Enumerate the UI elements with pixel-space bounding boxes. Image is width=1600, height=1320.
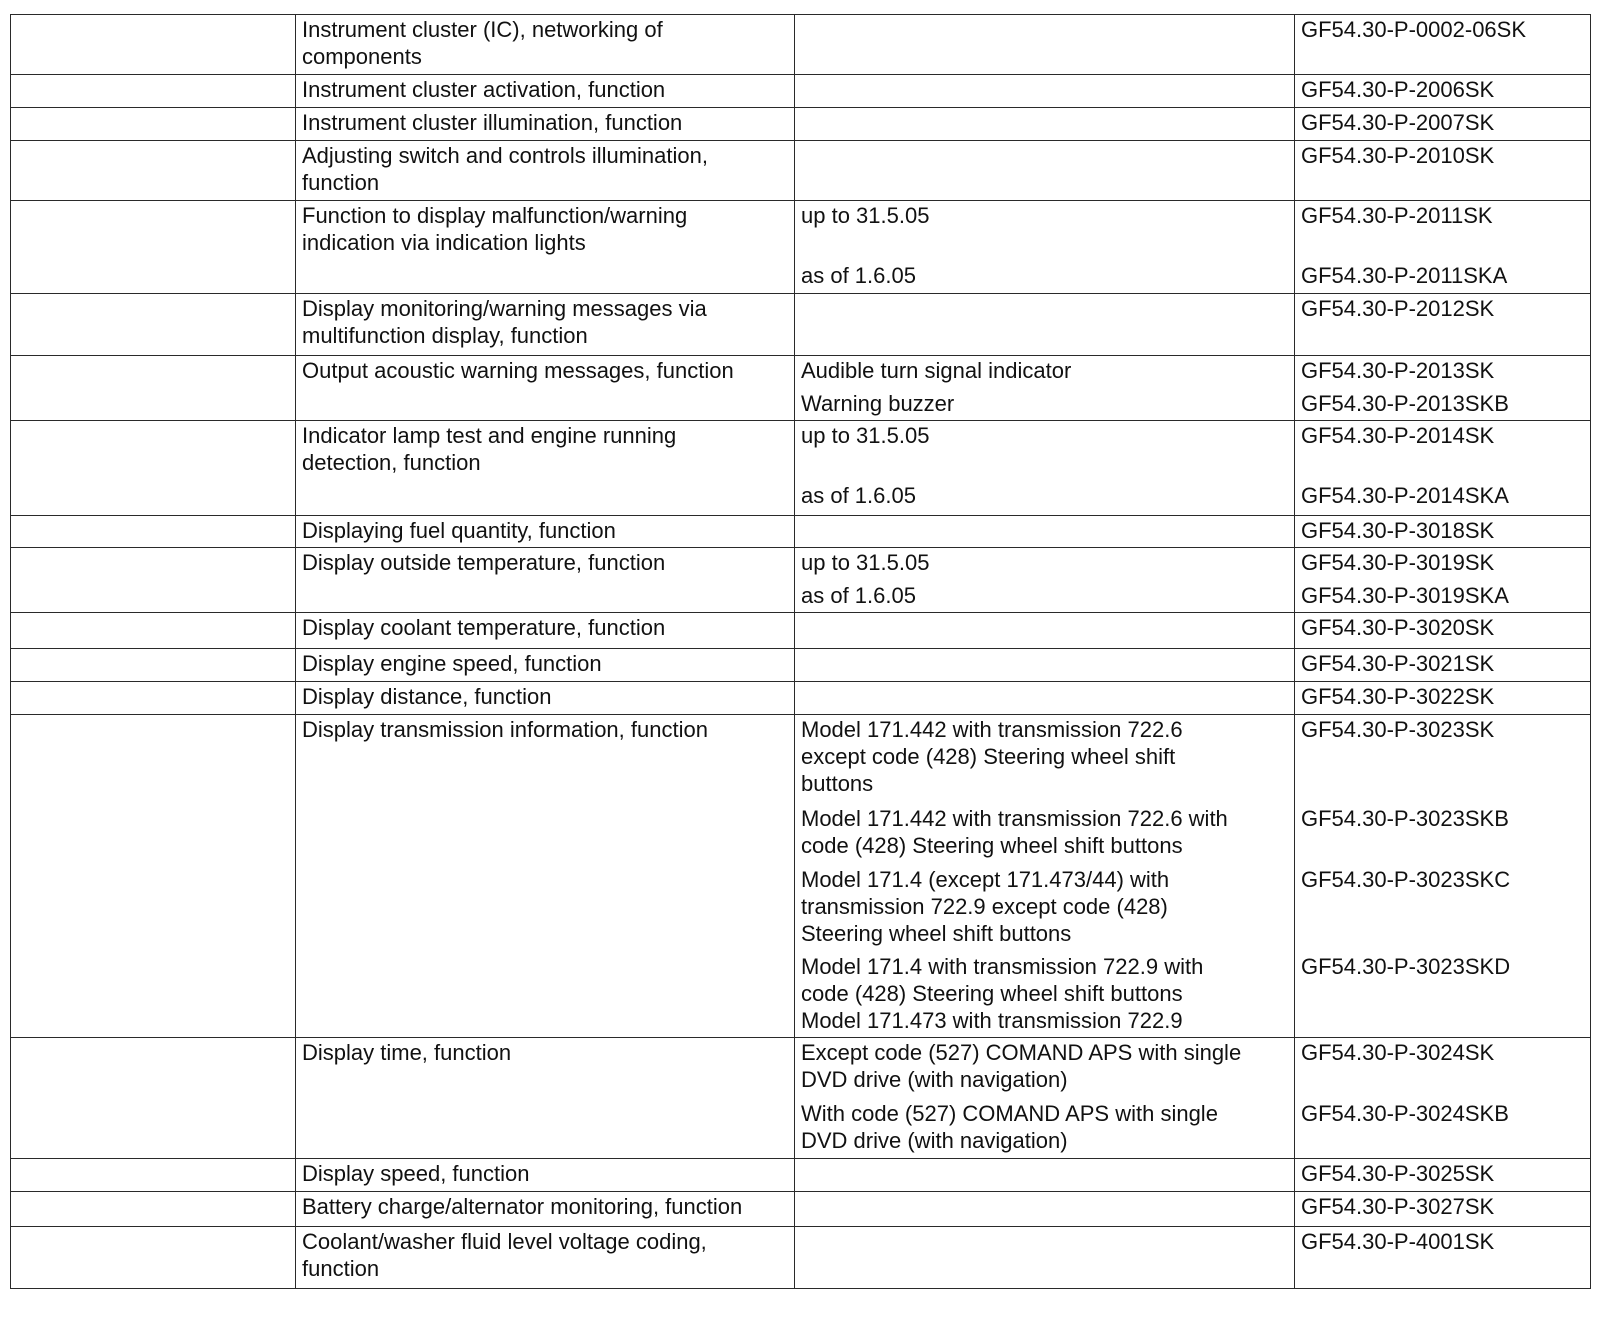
function-title-cell [296, 421, 795, 516]
function-title: Display speed, function [302, 1161, 530, 1186]
table-row [11, 141, 1591, 201]
document-number-cell [1295, 613, 1591, 649]
function-title-cell [296, 294, 795, 356]
condition-cell [795, 548, 1295, 613]
blank-cell [11, 356, 296, 421]
function-title-cell [296, 1192, 795, 1227]
condition-cell [795, 516, 1295, 548]
blank-cell [11, 715, 296, 1038]
blank-cell [11, 75, 296, 108]
table-row [11, 682, 1591, 715]
document-number-cell [1295, 108, 1591, 141]
function-title: Display time, function [302, 1040, 512, 1065]
condition-text [795, 75, 1294, 106]
document-number[interactable]: GF54.30-P-3020SK [1301, 615, 1495, 640]
condition-cell [795, 1159, 1295, 1192]
document-number-cell [1295, 715, 1591, 1038]
table-row [11, 516, 1591, 548]
function-title-cell [296, 15, 795, 75]
document-number[interactable]: GF54.30-P-2011SK [1301, 203, 1493, 228]
function-title: Display outside temperature, function [302, 550, 666, 575]
function-title-cell [296, 1038, 795, 1159]
document-number[interactable]: GF54.30-P-3022SK [1301, 684, 1495, 709]
function-title: Coolant/washer fluid level voltage coding, function [302, 1229, 707, 1281]
condition-cell [795, 356, 1295, 421]
function-title-cell [296, 1227, 795, 1289]
function-title: Instrument cluster activation, function [302, 77, 666, 102]
document-number-cell [1295, 294, 1591, 356]
condition-text: Model 171.442 with transmission 722.6 except code (428) Steering wheel shift buttons [801, 717, 1183, 796]
document-number[interactable]: GF54.30-P-3023SKB [1301, 806, 1509, 831]
function-title-cell [296, 141, 795, 201]
document-number-cell [1295, 682, 1591, 715]
blank-cell [11, 1159, 296, 1192]
blank-cell [11, 1227, 296, 1289]
condition-cell [795, 715, 1295, 1038]
condition-text [795, 108, 1294, 139]
table-row [11, 1192, 1591, 1227]
function-title: Display coolant temperature, function [302, 615, 666, 640]
function-title: Display distance, function [302, 684, 552, 709]
function-title: Display engine speed, function [302, 651, 602, 676]
document-number[interactable]: GF54.30-P-3024SK [1301, 1040, 1495, 1065]
table-row [11, 1038, 1591, 1159]
condition-text: as of 1.6.05 [801, 483, 916, 508]
condition-text: With code (527) COMAND APS with single DVD drive (with navigation) [801, 1101, 1218, 1153]
table-row [11, 294, 1591, 356]
condition-cell [795, 682, 1295, 715]
table-row [11, 201, 1591, 294]
function-title: Instrument cluster (IC), networking of components [302, 17, 663, 69]
condition-text: as of 1.6.05 [801, 263, 916, 288]
document-number[interactable]: GF54.30-P-3025SK [1301, 1161, 1495, 1186]
function-title-cell [296, 649, 795, 682]
blank-cell [11, 421, 296, 516]
function-title-cell [296, 201, 795, 294]
table-row [11, 649, 1591, 682]
document-number[interactable]: GF54.30-P-3023SK [1301, 717, 1495, 742]
condition-text [795, 682, 1294, 713]
condition-text: Model 171.442 with transmission 722.6 with code (428) Steering wheel shift buttons [801, 806, 1228, 858]
blank-cell [11, 613, 296, 649]
function-title: Output acoustic warning messages, function [302, 358, 734, 383]
condition-text: Model 171.4 with transmission 722.9 with code (428) Steering wheel shift buttons Model 171.473 with transmission 722.9 [801, 954, 1204, 1033]
function-title-cell [296, 682, 795, 715]
condition-cell [795, 421, 1295, 516]
blank-cell [11, 294, 296, 356]
table-row [11, 1159, 1591, 1192]
condition-text: up to 31.5.05 [801, 423, 930, 448]
condition-text [795, 1192, 1294, 1223]
document-number[interactable]: GF54.30-P-3021SK [1301, 651, 1495, 676]
blank-cell [11, 1038, 296, 1159]
function-title-cell [296, 108, 795, 141]
document-number-cell [1295, 1159, 1591, 1192]
blank-cell [11, 15, 296, 75]
function-title-cell [296, 548, 795, 613]
function-title: Instrument cluster illumination, function [302, 110, 683, 135]
condition-text: up to 31.5.05 [801, 550, 930, 575]
table-row [11, 356, 1591, 421]
function-title: Indicator lamp test and engine running detection, function [302, 423, 677, 475]
blank-cell [11, 682, 296, 715]
condition-cell [795, 613, 1295, 649]
document-number-cell [1295, 1038, 1591, 1159]
condition-text: up to 31.5.05 [801, 203, 930, 228]
condition-text: Audible turn signal indicator [801, 358, 1072, 383]
function-title: Displaying fuel quantity, function [302, 518, 616, 543]
document-number[interactable]: GF54.30-P-2011SKA [1301, 263, 1508, 288]
document-number[interactable]: GF54.30-P-4001SK [1301, 1229, 1495, 1254]
condition-cell [795, 294, 1295, 356]
document-number[interactable]: GF54.30-P-3018SK [1301, 518, 1495, 543]
document-number-cell [1295, 356, 1591, 421]
document-number[interactable]: GF54.30-P-2007SK [1301, 110, 1495, 135]
document-number[interactable]: GF54.30-P-3019SKA [1301, 583, 1509, 608]
document-number[interactable]: GF54.30-P-3023SKD [1301, 954, 1511, 979]
blank-cell [11, 649, 296, 682]
function-title: Display monitoring/warning messages via multifunction display, function [302, 296, 707, 348]
condition-text: Warning buzzer [801, 391, 955, 416]
condition-text: Except code (527) COMAND APS with single DVD drive (with navigation) [801, 1040, 1242, 1092]
function-title-cell [296, 1159, 795, 1192]
document-number-cell [1295, 548, 1591, 613]
document-number-cell [1295, 75, 1591, 108]
document-number[interactable]: GF54.30-P-3023SKC [1301, 867, 1511, 892]
condition-text [795, 15, 1294, 46]
function-title-cell [296, 516, 795, 548]
condition-cell [795, 1038, 1295, 1159]
condition-text [795, 141, 1294, 172]
condition-text [795, 1159, 1294, 1190]
document-number[interactable]: GF54.30-P-3024SKB [1301, 1101, 1509, 1126]
table-row [11, 421, 1591, 516]
blank-cell [11, 516, 296, 548]
table-row [11, 715, 1591, 1038]
condition-cell [795, 108, 1295, 141]
function-title: Battery charge/alternator monitoring, function [302, 1194, 743, 1219]
table-row [11, 15, 1591, 75]
document-number-cell [1295, 201, 1591, 294]
document-table-body [11, 15, 1591, 1289]
function-title-cell [296, 356, 795, 421]
function-title: Function to display malfunction/warning indication via indication lights [302, 203, 688, 255]
condition-cell [795, 649, 1295, 682]
condition-text [795, 613, 1294, 644]
document-number-cell [1295, 421, 1591, 516]
document-number[interactable]: GF54.30-P-0002-06SK [1301, 17, 1527, 42]
table-row [11, 75, 1591, 108]
document-number[interactable]: GF54.30-P-2010SK [1301, 143, 1495, 168]
document-number[interactable]: GF54.30-P-2014SKA [1301, 483, 1509, 508]
condition-cell [795, 1192, 1295, 1227]
condition-cell [795, 75, 1295, 108]
condition-cell [795, 141, 1295, 201]
condition-cell [795, 1227, 1295, 1289]
condition-text: Model 171.4 (except 171.473/44) with transmission 722.9 except code (428) Steering wheel shift buttons [801, 867, 1170, 946]
condition-cell [795, 15, 1295, 75]
document-number-cell [1295, 141, 1591, 201]
table-row [11, 1227, 1591, 1289]
document-number[interactable]: GF54.30-P-3027SK [1301, 1194, 1495, 1219]
blank-cell [11, 201, 296, 294]
blank-cell [11, 141, 296, 201]
condition-text [795, 1227, 1294, 1258]
function-title-cell [296, 613, 795, 649]
document-number-cell [1295, 1192, 1591, 1227]
table-row [11, 108, 1591, 141]
blank-cell [11, 1192, 296, 1227]
table-row [11, 548, 1591, 613]
condition-text [795, 649, 1294, 680]
document-number[interactable]: GF54.30-P-2013SK [1301, 358, 1495, 383]
function-title-cell [296, 75, 795, 108]
function-title: Display transmission information, function [302, 717, 708, 742]
document-number[interactable]: GF54.30-P-2006SK [1301, 77, 1495, 102]
blank-cell [11, 108, 296, 141]
document-number-cell [1295, 15, 1591, 75]
condition-text [795, 516, 1294, 547]
document-number[interactable]: GF54.30-P-3019SK [1301, 550, 1495, 575]
document-number[interactable]: GF54.30-P-2014SK [1301, 423, 1495, 448]
document-number-cell [1295, 516, 1591, 548]
document-number-cell [1295, 649, 1591, 682]
condition-text: as of 1.6.05 [801, 583, 916, 608]
document-table [10, 14, 1591, 1289]
document-number-cell [1295, 1227, 1591, 1289]
function-title-cell [296, 715, 795, 1038]
function-title: Adjusting switch and controls illumination, function [302, 143, 708, 195]
blank-cell [11, 548, 296, 613]
condition-cell [795, 201, 1295, 294]
document-number[interactable]: GF54.30-P-2013SKB [1301, 391, 1509, 416]
document-number[interactable]: GF54.30-P-2012SK [1301, 296, 1495, 321]
condition-text [795, 294, 1294, 325]
table-row [11, 613, 1591, 649]
